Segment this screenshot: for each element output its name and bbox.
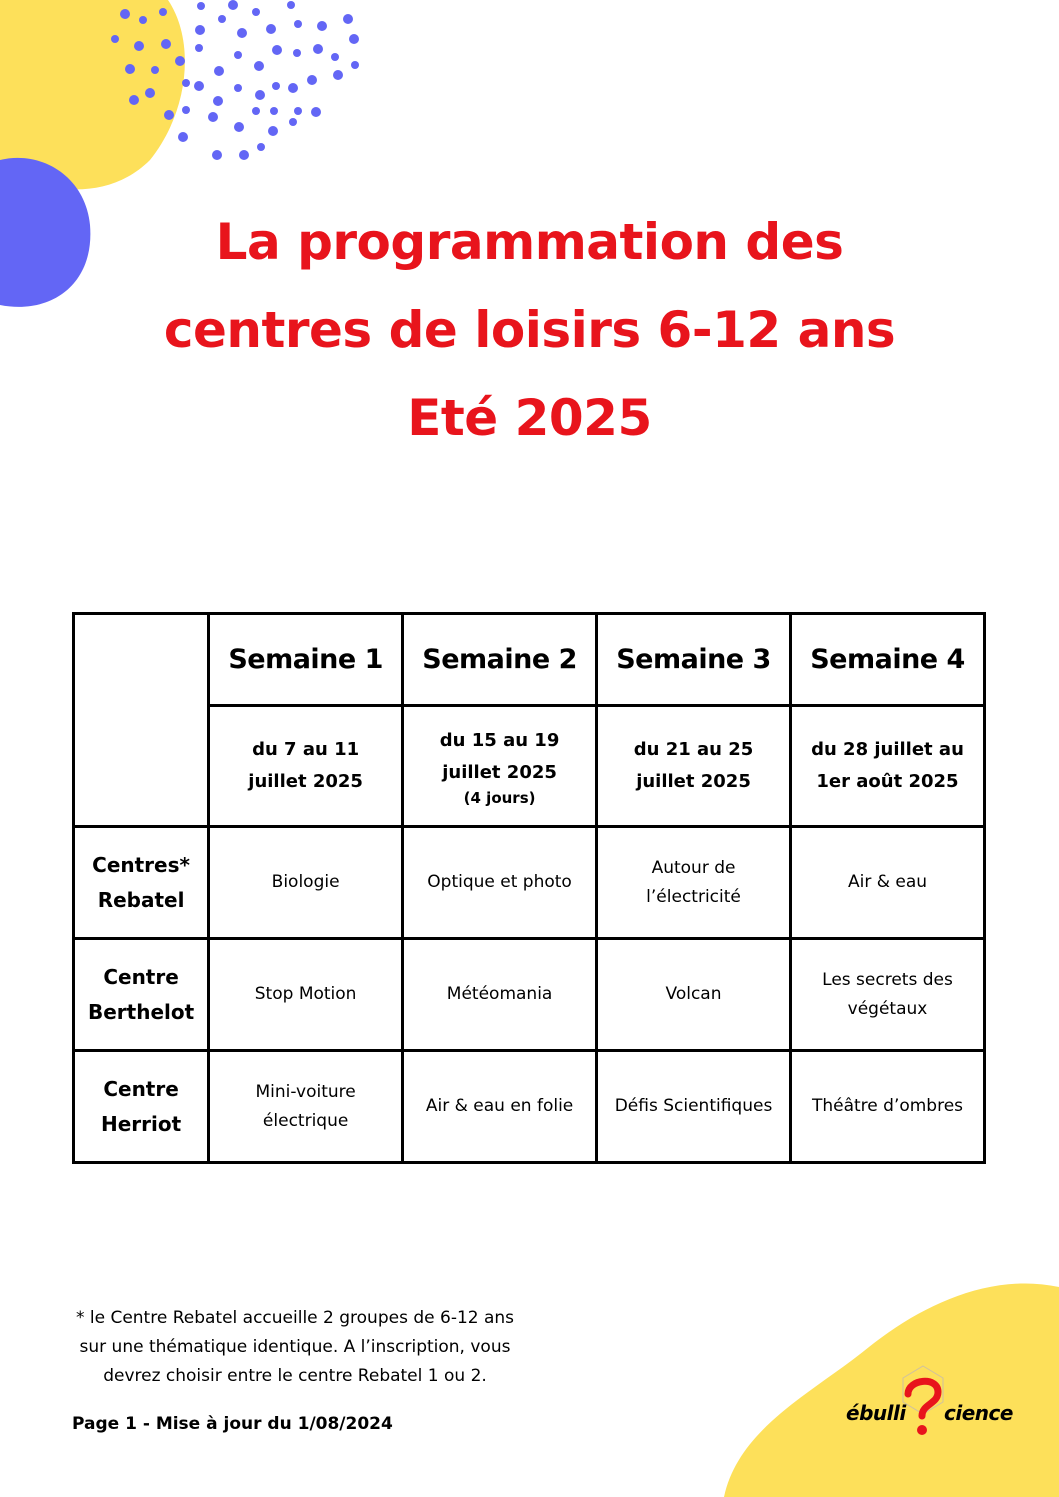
empty-corner-cell [74,614,209,827]
row-header-rebatel: Centres* Rebatel [74,827,209,939]
title-line-3: Eté 2025 [407,389,652,447]
logo-question-mark-icon [898,1364,948,1444]
week-4-dates: du 28 juillet au 1er août 2025 [791,706,985,827]
page-title [0,198,1059,462]
activity-cell: Volcan [597,939,791,1051]
week-2-dates: du 15 au 19 juillet 2025 (4 jours) [403,706,597,827]
week-2-header: Semaine 2 [403,614,597,706]
activity-cell: Mini-voiture électrique [209,1051,403,1163]
table-row [74,1051,985,1163]
row-header-herriot: Centre Herriot [74,1051,209,1163]
activity-cell: Optique et photo [403,827,597,939]
activity-cell: Défis Scientifiques [597,1051,791,1163]
activity-cell: Air & eau [791,827,985,939]
page-footer: Page 1 - Mise à jour du 1/08/2024 [72,1414,393,1434]
activity-cell: Théâtre d’ombres [791,1051,985,1163]
activity-cell: Stop Motion [209,939,403,1051]
table-row [74,939,985,1051]
week-header-row [74,614,985,706]
logo-text-part2: cience [944,1401,1013,1425]
table-row [74,827,985,939]
activity-cell: Météomania [403,939,597,1051]
week-4-header: Semaine 4 [791,614,985,706]
ebulliscience-logo [846,1364,1016,1444]
footnote: * le Centre Rebatel accueille 2 groupes de 6-12 ans sur une thématique identique. A l’inscription, vous devrez choisir entre le centre Rebatel 1 ou 2. [75,1308,515,1386]
week-2-note: (4 jours) [463,789,536,807]
week-dates-row [74,706,985,827]
title-line-2: centres de loisirs 6-12 ans [163,301,896,359]
activity-cell: Les secrets des végétaux [791,939,985,1051]
schedule-table [72,612,986,1164]
logo-text-part1: ébulli [846,1401,906,1425]
activity-cell: Biologie [209,827,403,939]
week-3-dates: du 21 au 25 juillet 2025 [597,706,791,827]
activity-cell: Autour de l’électricité [597,827,791,939]
row-header-berthelot: Centre Berthelot [74,939,209,1051]
week-1-dates: du 7 au 11 juillet 2025 [209,706,403,827]
week-1-header: Semaine 1 [209,614,403,706]
activity-cell: Air & eau en folie [403,1051,597,1163]
week-3-header: Semaine 3 [597,614,791,706]
title-line-1: La programmation des [215,213,844,271]
